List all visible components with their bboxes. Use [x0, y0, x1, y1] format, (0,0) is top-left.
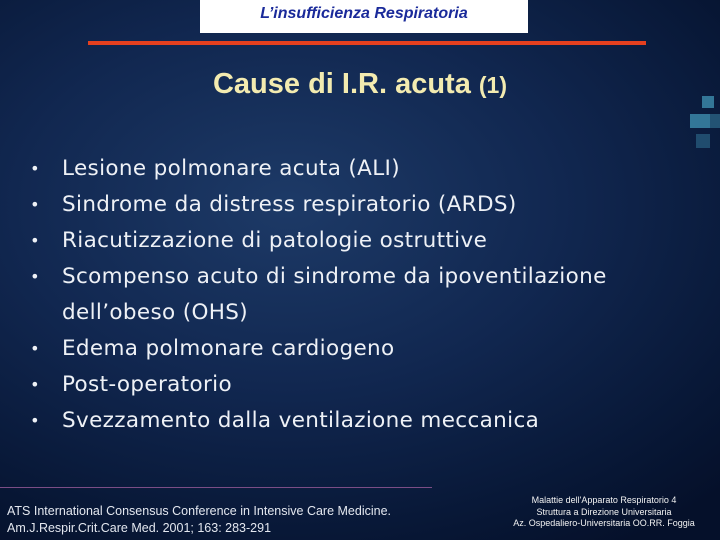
- list-item: [26, 331, 607, 367]
- deco-square: [710, 114, 720, 128]
- cause-list: [26, 151, 607, 439]
- bullet-icon: •: [30, 195, 40, 214]
- list-item: [26, 403, 607, 439]
- list-item-text: Edema polmonare cardiogeno: [62, 336, 395, 361]
- deco-square: [702, 96, 714, 108]
- list-item: [26, 151, 607, 187]
- bullet-icon: •: [30, 339, 40, 358]
- list-item-text: Riacutizzazione di patologie ostruttive: [62, 228, 488, 253]
- slide-title-number: (1): [478, 72, 508, 98]
- header-divider: [88, 41, 646, 45]
- list-item: [26, 223, 607, 259]
- deco-square: [696, 134, 710, 148]
- bullet-icon: •: [30, 231, 40, 250]
- corner-decoration: [682, 96, 720, 156]
- affiliation-line: Struttura a Direzione Universitaria: [536, 506, 672, 517]
- bullet-icon: •: [30, 267, 40, 286]
- list-item-text: Lesione polmonare acuta (ALI): [62, 156, 400, 181]
- affiliation-line: Az. Ospedaliero-Universitaria OO.RR. Foggia: [513, 518, 695, 528]
- bullet-icon: •: [30, 375, 40, 394]
- list-item-text: Svezzamento dalla ventilazione meccanica: [62, 408, 540, 433]
- list-item: [26, 259, 607, 295]
- list-item-text: Scompenso acuto di sindrome da ipoventilazione: [62, 264, 607, 289]
- list-item-text: Post-operatorio: [62, 372, 232, 397]
- deco-square: [690, 114, 710, 128]
- slide-title-text: Cause di I.R. acuta: [212, 68, 471, 100]
- list-item: [26, 367, 607, 403]
- slide-title: [0, 68, 720, 101]
- header-title: L’insufficienza Respiratoria: [260, 5, 468, 22]
- reference-citation: [7, 503, 391, 537]
- reference-line: ATS International Consensus Conference in Intensive Care Medicine.: [7, 504, 392, 518]
- bullet-icon: •: [30, 159, 40, 178]
- affiliation: [492, 495, 716, 530]
- list-item-text: Sindrome da distress respiratorio (ARDS): [62, 192, 517, 217]
- reference-line: Am.J.Respir.Crit.Care Med. 2001; 163: 283-291: [7, 521, 272, 535]
- list-item: [26, 187, 607, 223]
- footer-divider: [0, 487, 432, 488]
- affiliation-line: Malattie dell'Apparato Respiratorio 4: [531, 495, 677, 505]
- list-item-text: dell’obeso (OHS): [62, 300, 248, 325]
- bullet-icon: •: [30, 411, 40, 430]
- list-item-continuation: [26, 295, 607, 331]
